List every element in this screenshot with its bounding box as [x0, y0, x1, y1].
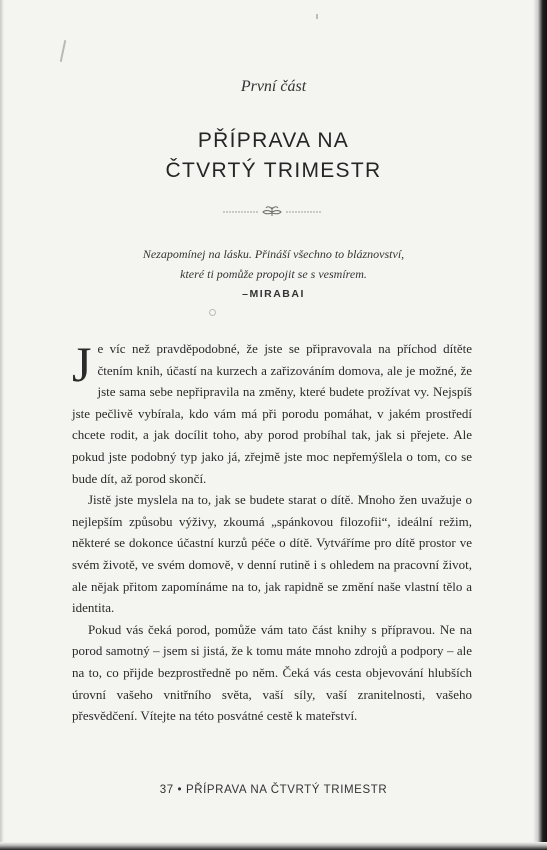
paragraph-1-text: e víc než pravděpodobné, že jste se připravovala na příchod dítěte čtením knih, účastí na kurzech a zařizováním domova, ale je možné, že jste sama sebe nepřipravila na změny, které budete prožívat vy. Nejspíš jste pečlivě vybírala, kdo vám má při porodu pomáhat, v jakém prostředí chcete rodit, a jak docílit toho, aby porod probíhal tak, jak si přejete. Ale pokud jste podobný typ jako já, zřejmě jste moc nepřemýšlela o tom, co se bude dít, až porod skončí.: [72, 341, 472, 486]
chapter-title: [0, 126, 547, 186]
paragraph-2: Jistě jste myslela na to, jak se budete starat o dítě. Mnoho žen uvažuje o nejlepším způsobu výživy, zkoumá „spánkovou filozofii“, ideální režim, některé se dokonce účastní kurzů péče o dítě. Vytváříme pro dítě prostor ve svém životě, ve svém domově, v denní rutině i s ohledem na pracovní život, ale nějak přitom zapomínáme na to, jak rapidně se změní naše vlastní tělo a identita.: [72, 492, 472, 616]
paper-speck: [209, 309, 216, 316]
epigraph: [0, 244, 547, 304]
epigraph-line2: které ti pomůže propojit se s vesmírem.: [180, 267, 367, 281]
body-text: [72, 338, 472, 727]
running-footer: 37 • PŘÍPRAVA NA ČTVRTÝ TRIMESTR: [159, 784, 388, 796]
drop-cap: J: [72, 336, 92, 392]
epigraph-author: –MIRABAI: [242, 288, 305, 300]
pencil-mark-top: [316, 14, 318, 19]
floral-divider-icon: [222, 204, 322, 218]
epigraph-line1: Nezapomínej na lásku. Přináší všechno to bláznovství,: [142, 247, 405, 261]
page-bottom-edge: [0, 842, 547, 850]
part-label: První část: [240, 78, 307, 95]
chapter-title-line2: ČTVRTÝ TRIMESTR: [165, 159, 382, 182]
pencil-mark: [60, 40, 67, 62]
paragraph-3: Pokud vás čeká porod, pomůže vám tato část knihy s přípravou. Ne na porod samotný – jsem si jistá, že k tomu máte mnoho zdrojů a podpory – ale na to, co přijde bezprostředně po něm. Čeká vás cesta objevování hlubších úrovní vašeho vnitřního světa, vaší síly, vaší zranitelnosti, vašeho přesvědčení. Vítejte na této posvátné cestě k mateřství.: [72, 621, 472, 724]
paragraph-1: [72, 338, 472, 489]
chapter-title-line1: PŘÍPRAVA NA: [197, 129, 350, 152]
